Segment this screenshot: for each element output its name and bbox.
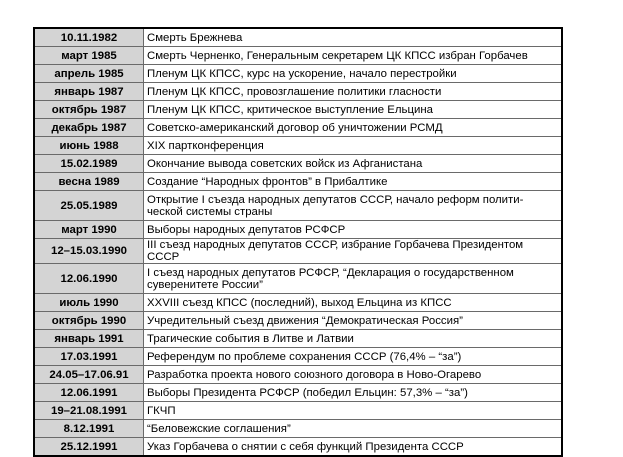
table-row [34, 294, 562, 312]
date-cell: март 1990 [34, 221, 144, 239]
date-cell: декабрь 1987 [34, 119, 144, 137]
date-cell: январь 1991 [34, 330, 144, 348]
event-cell: Учредительный съезд движения “Демократическая Россия” [144, 312, 563, 330]
date-cell: октябрь 1990 [34, 312, 144, 330]
date-cell: апрель 1985 [34, 65, 144, 83]
table-row [34, 47, 562, 65]
table-row [34, 239, 562, 264]
table-row [34, 384, 562, 402]
date-cell: весна 1989 [34, 173, 144, 191]
table-row [34, 312, 562, 330]
event-cell: Указ Горбачева о снятии с себя функций Президента СССР [144, 438, 563, 457]
event-cell: Создание “Народных фронтов” в Прибалтике [144, 173, 563, 191]
table-row [34, 402, 562, 420]
table-row [34, 330, 562, 348]
table-row [34, 348, 562, 366]
date-cell: октябрь 1987 [34, 101, 144, 119]
date-cell: 15.02.1989 [34, 155, 144, 173]
timeline-body [34, 28, 562, 456]
event-cell: Референдум по проблеме сохранения СССР (76,4% – “за”) [144, 348, 563, 366]
event-cell: Советско-американский договор об уничтожении РСМД [144, 119, 563, 137]
event-cell: Смерть Брежнева [144, 28, 563, 47]
date-cell: 10.11.1982 [34, 28, 144, 47]
event-cell: ГКЧП [144, 402, 563, 420]
date-cell: 19–21.08.1991 [34, 402, 144, 420]
date-cell: 8.12.1991 [34, 420, 144, 438]
table-row [34, 83, 562, 101]
table-row [34, 155, 562, 173]
event-cell: Открытие I съезда народных депутатов СССР, начало реформ полити-ческой системы страны [144, 191, 563, 221]
date-cell: 12.06.1990 [34, 264, 144, 294]
table-row [34, 65, 562, 83]
table-row [34, 101, 562, 119]
table-row [34, 119, 562, 137]
event-cell: Пленум ЦК КПСС, курс на ускорение, начало перестройки [144, 65, 563, 83]
table-row [34, 173, 562, 191]
table-row [34, 366, 562, 384]
event-cell: Трагические события в Литве и Латвии [144, 330, 563, 348]
date-cell: 12–15.03.1990 [34, 239, 144, 264]
date-cell: январь 1987 [34, 83, 144, 101]
date-cell: июль 1990 [34, 294, 144, 312]
event-cell: Окончание вывода советских войск из Афганистана [144, 155, 563, 173]
table-row [34, 191, 562, 221]
table-row [34, 137, 562, 155]
event-cell: Разработка проекта нового союзного договора в Ново-Огарево [144, 366, 563, 384]
date-cell: июнь 1988 [34, 137, 144, 155]
event-cell: XIX партконференция [144, 137, 563, 155]
table-row [34, 264, 562, 294]
event-cell: Выборы Президента РСФСР (победил Ельцин: 57,3% – “за”) [144, 384, 563, 402]
date-cell: 25.05.1989 [34, 191, 144, 221]
date-cell: март 1985 [34, 47, 144, 65]
date-cell: 12.06.1991 [34, 384, 144, 402]
event-cell: XXVIII съезд КПСС (последний), выход Ельцина из КПСС [144, 294, 563, 312]
event-cell: III съезд народных депутатов СССР, избрание Горбачева Президентом СССР [144, 239, 563, 264]
event-cell: Пленум ЦК КПСС, критическое выступление Ельцина [144, 101, 563, 119]
date-cell: 24.05–17.06.91 [34, 366, 144, 384]
event-cell: I съезд народных депутатов РСФСР, “Декларация о государственном суверенитете России” [144, 264, 563, 294]
event-cell: Выборы народных депутатов РСФСР [144, 221, 563, 239]
table-row [34, 438, 562, 457]
timeline-table [33, 27, 563, 457]
event-cell: Пленум ЦК КПСС, провозглашение политики гласности [144, 83, 563, 101]
event-cell: “Беловежские соглашения” [144, 420, 563, 438]
event-cell: Смерть Черненко, Генеральным секретарем ЦК КПСС избран Горбачев [144, 47, 563, 65]
date-cell: 25.12.1991 [34, 438, 144, 457]
table-row [34, 28, 562, 47]
table-row [34, 221, 562, 239]
date-cell: 17.03.1991 [34, 348, 144, 366]
table-row [34, 420, 562, 438]
